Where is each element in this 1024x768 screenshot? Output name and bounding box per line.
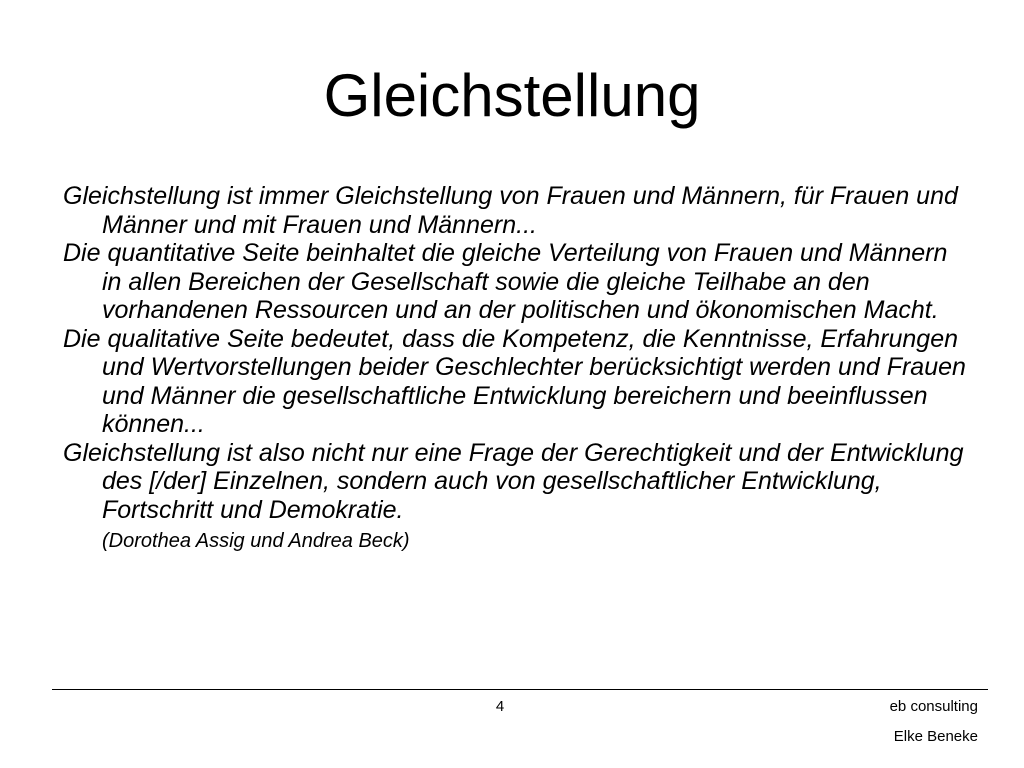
paragraph-qualitative: Die qualitative Seite bedeutet, dass die Kompetenz, die Kenntnisse, Erfahrungen und Wertvorstellungen beider Geschlechter berücksichtigt werden und Frauen und Männer die gesellschaftliche Entwicklung bereichern und beeinflussen können... — [63, 324, 966, 438]
page-number: 4 — [495, 698, 505, 715]
citation: (Dorothea Assig und Andrea Beck) — [102, 530, 410, 552]
footer-company: eb consulting — [889, 698, 978, 715]
footer-author: Elke Beneke — [893, 728, 978, 745]
slide-body — [63, 182, 973, 554]
paragraph-definition: Gleichstellung ist immer Gleichstellung von Frauen und Männern, für Frauen und Männer und mit Frauen und Männern... — [63, 182, 958, 239]
paragraph-conclusion: Gleichstellung ist also nicht nur eine Frage der Gerechtigkeit und der Entwicklung des [/der] Einzelnen, sondern auch von gesellschaftlicher Entwicklung, Fortschritt und Demokratie. — [63, 438, 964, 524]
footer-divider — [52, 689, 988, 690]
slide-title: Gleichstellung — [323, 62, 701, 129]
paragraph-quantitative: Die quantitative Seite beinhaltet die gleiche Verteilung von Frauen und Männern in allen Bereichen der Gesellschaft sowie die gleiche Teilhabe an den vorhandenen Ressourcen und an der politischen und ökonomischen Macht. — [63, 239, 948, 324]
